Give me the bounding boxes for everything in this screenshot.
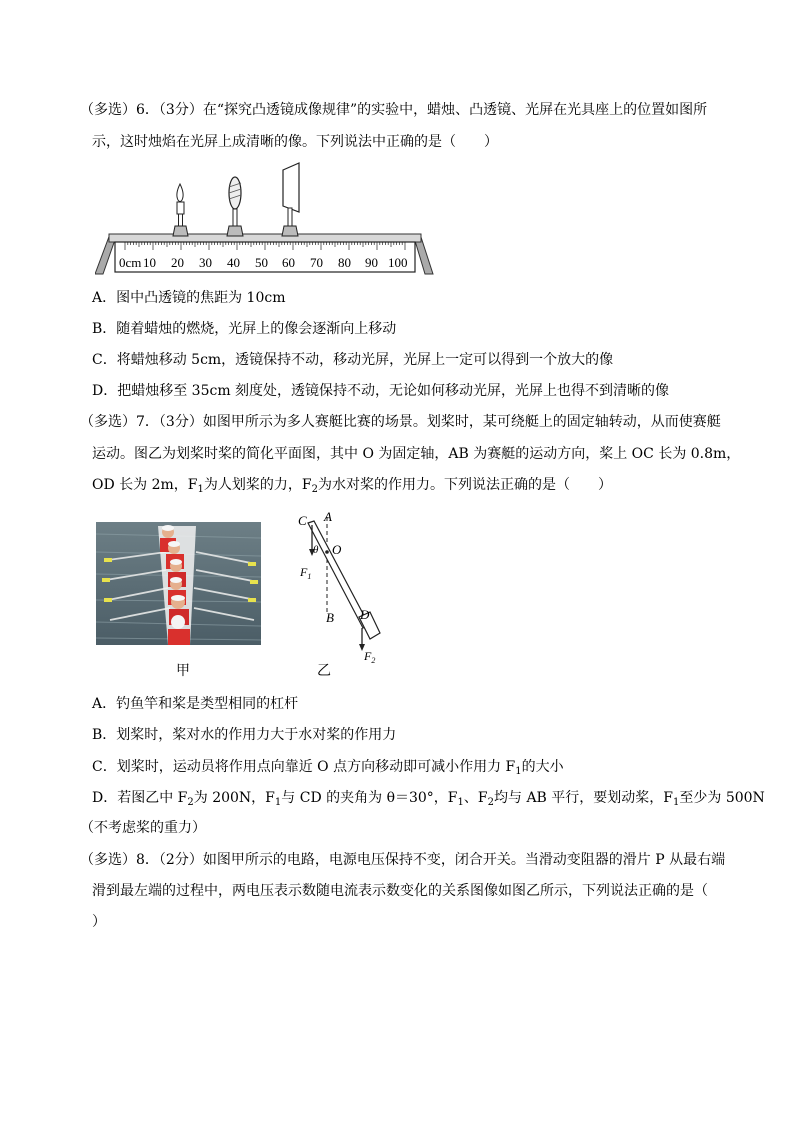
candle-flame (177, 184, 183, 202)
screen-stem (288, 208, 292, 226)
subscript-1: 1 (274, 797, 282, 808)
label-o: O (332, 542, 342, 557)
label-f1 (299, 565, 311, 581)
q7-option-d-text-d: 、F (463, 790, 488, 806)
tick-label-60: 60 (282, 255, 295, 270)
subscript-1: 1 (197, 484, 204, 495)
lens-stem (233, 209, 237, 226)
q7-stem-text-c: 为水对桨的作用力。下列说法正确的是（ ） (317, 477, 612, 493)
q7-option-b: B．划桨时，桨对水的作用力大于水对桨的作用力 (92, 727, 397, 743)
tick-label-80: 80 (338, 255, 351, 270)
q7-option-d-text-e: 均与 AB 平行，要划动桨，F (494, 790, 674, 806)
optical-bench-figure (95, 160, 435, 278)
label-f1-main: F (300, 565, 308, 579)
q7-option-d-text-a: D．若图乙中 F (92, 790, 188, 806)
tick-label-70: 70 (310, 255, 323, 270)
label-b: B (326, 610, 334, 625)
label-d: D (360, 607, 370, 622)
light-screen (282, 163, 299, 236)
tick-label-30: 30 (199, 255, 212, 270)
candle-holder (173, 226, 188, 236)
q6-option-b: B．随着蜡烛的燃烧，光屏上的像会逐渐向上移动 (92, 321, 397, 337)
q8-stem-line3: ） (92, 914, 106, 930)
screen-holder (282, 226, 298, 236)
oar-lever-diagram (290, 505, 390, 675)
tick-label-20: 20 (171, 255, 184, 270)
q6-stem-line2: 示，这时烛焰在光屏上成清晰的像。下列说法中正确的是（ ） (92, 134, 498, 150)
caption-yi: 乙 (317, 663, 331, 679)
q7-option-d-line2: （不考虑桨的重力） (80, 820, 206, 836)
tick-label-50: 50 (255, 255, 268, 270)
q7-option-c (92, 757, 564, 782)
candle-body (177, 202, 184, 214)
q7-option-a: A．钓鱼竿和桨是类型相同的杠杆 (92, 696, 299, 712)
q7-stem-line1: （多选）7．（3分）如图甲所示为多人赛艇比赛的场景。划桨时，某可绕艇上的固定轴转动，从而使赛艇 (80, 414, 721, 430)
label-f2 (363, 649, 375, 665)
label-f1-sub: 1 (307, 572, 312, 581)
caption-jia: 甲 (176, 663, 190, 679)
q7-option-d-text-b: 为 200N，F (193, 790, 275, 806)
label-f2-main: F (364, 649, 372, 663)
q6-option-a: A．图中凸透镜的焦距为 10cm (92, 290, 286, 306)
convex-lens (227, 177, 243, 236)
subscript-1: 1 (673, 797, 680, 808)
tick-label-90: 90 (365, 255, 378, 270)
q7-stem-line3 (92, 475, 612, 500)
q8-stem-line1: （多选）8．（2分）如图甲所示的电路，电源电压保持不变，闭合开关。当滑动变阻器的滑片 P 从最右端 (80, 852, 726, 868)
label-theta: θ (313, 544, 319, 556)
subscript-2: 2 (311, 484, 318, 495)
subscript-1: 1 (457, 797, 464, 808)
subscript-1: 1 (515, 766, 522, 777)
tick-label-0: 0cm (119, 255, 142, 270)
q7-stem-text-a: OD 长为 2m，F (92, 477, 198, 493)
tick-label-10: 10 (143, 255, 156, 270)
rowing-photo-image (96, 522, 261, 645)
lens-holder (227, 226, 243, 236)
q7-stem-line2: 运动。图乙为划桨时桨的简化平面图，其中 O 为固定轴，AB 为赛艇的运动方向，桨上 OC 长为 0.8m， (92, 446, 741, 462)
subscript-2: 2 (487, 797, 494, 808)
rowing-photo (96, 522, 261, 645)
q7-option-c-text-a: C．划桨时，运动员将作用点向靠近 O 点方向移动即可减小作用力 F (92, 759, 516, 775)
q6-option-c: C．将蜡烛移动 5cm，透镜保持不动，移动光屏，光屏上一定可以得到一个放大的像 (92, 352, 614, 368)
q7-option-d-text-c: 与 CD 的夹角为 θ＝30°，F (281, 790, 458, 806)
q8-stem-line2: 滑到最左端的过程中，两电压表示数随电流表示数变化的关系图像如图乙所示，下列说法正确的是（ (92, 883, 708, 899)
q7-option-c-text-b: 的大小 (521, 759, 564, 775)
q7-stem-text-b: 为人划桨的力，F (203, 477, 312, 493)
q6-option-d: D．把蜡烛移至 35cm 刻度处，透镜保持不动，无论如何移动光屏，光屏上也得不到清晰的像 (92, 383, 670, 399)
label-a: A (324, 509, 332, 524)
q6-stem-line1: （多选）6．（3分）在“探究凸透镜成像规律”的实验中，蜡烛、凸透镜、光屏在光具座上的位置如图所 (80, 102, 708, 118)
subscript-2: 2 (187, 797, 194, 808)
q7-option-d (92, 788, 765, 813)
label-c: C (298, 513, 307, 528)
candle-stem (179, 214, 183, 226)
candle (173, 184, 188, 236)
lens-body (229, 177, 241, 209)
tick-label-40: 40 (227, 255, 240, 270)
bench-rail (109, 234, 421, 242)
screen-panel (283, 163, 299, 212)
q7-option-d-text-f: 至少为 500N (679, 790, 765, 806)
tick-label-100: 100 (388, 255, 408, 270)
label-f2-sub: 2 (371, 656, 376, 665)
pivot-o (325, 550, 329, 554)
